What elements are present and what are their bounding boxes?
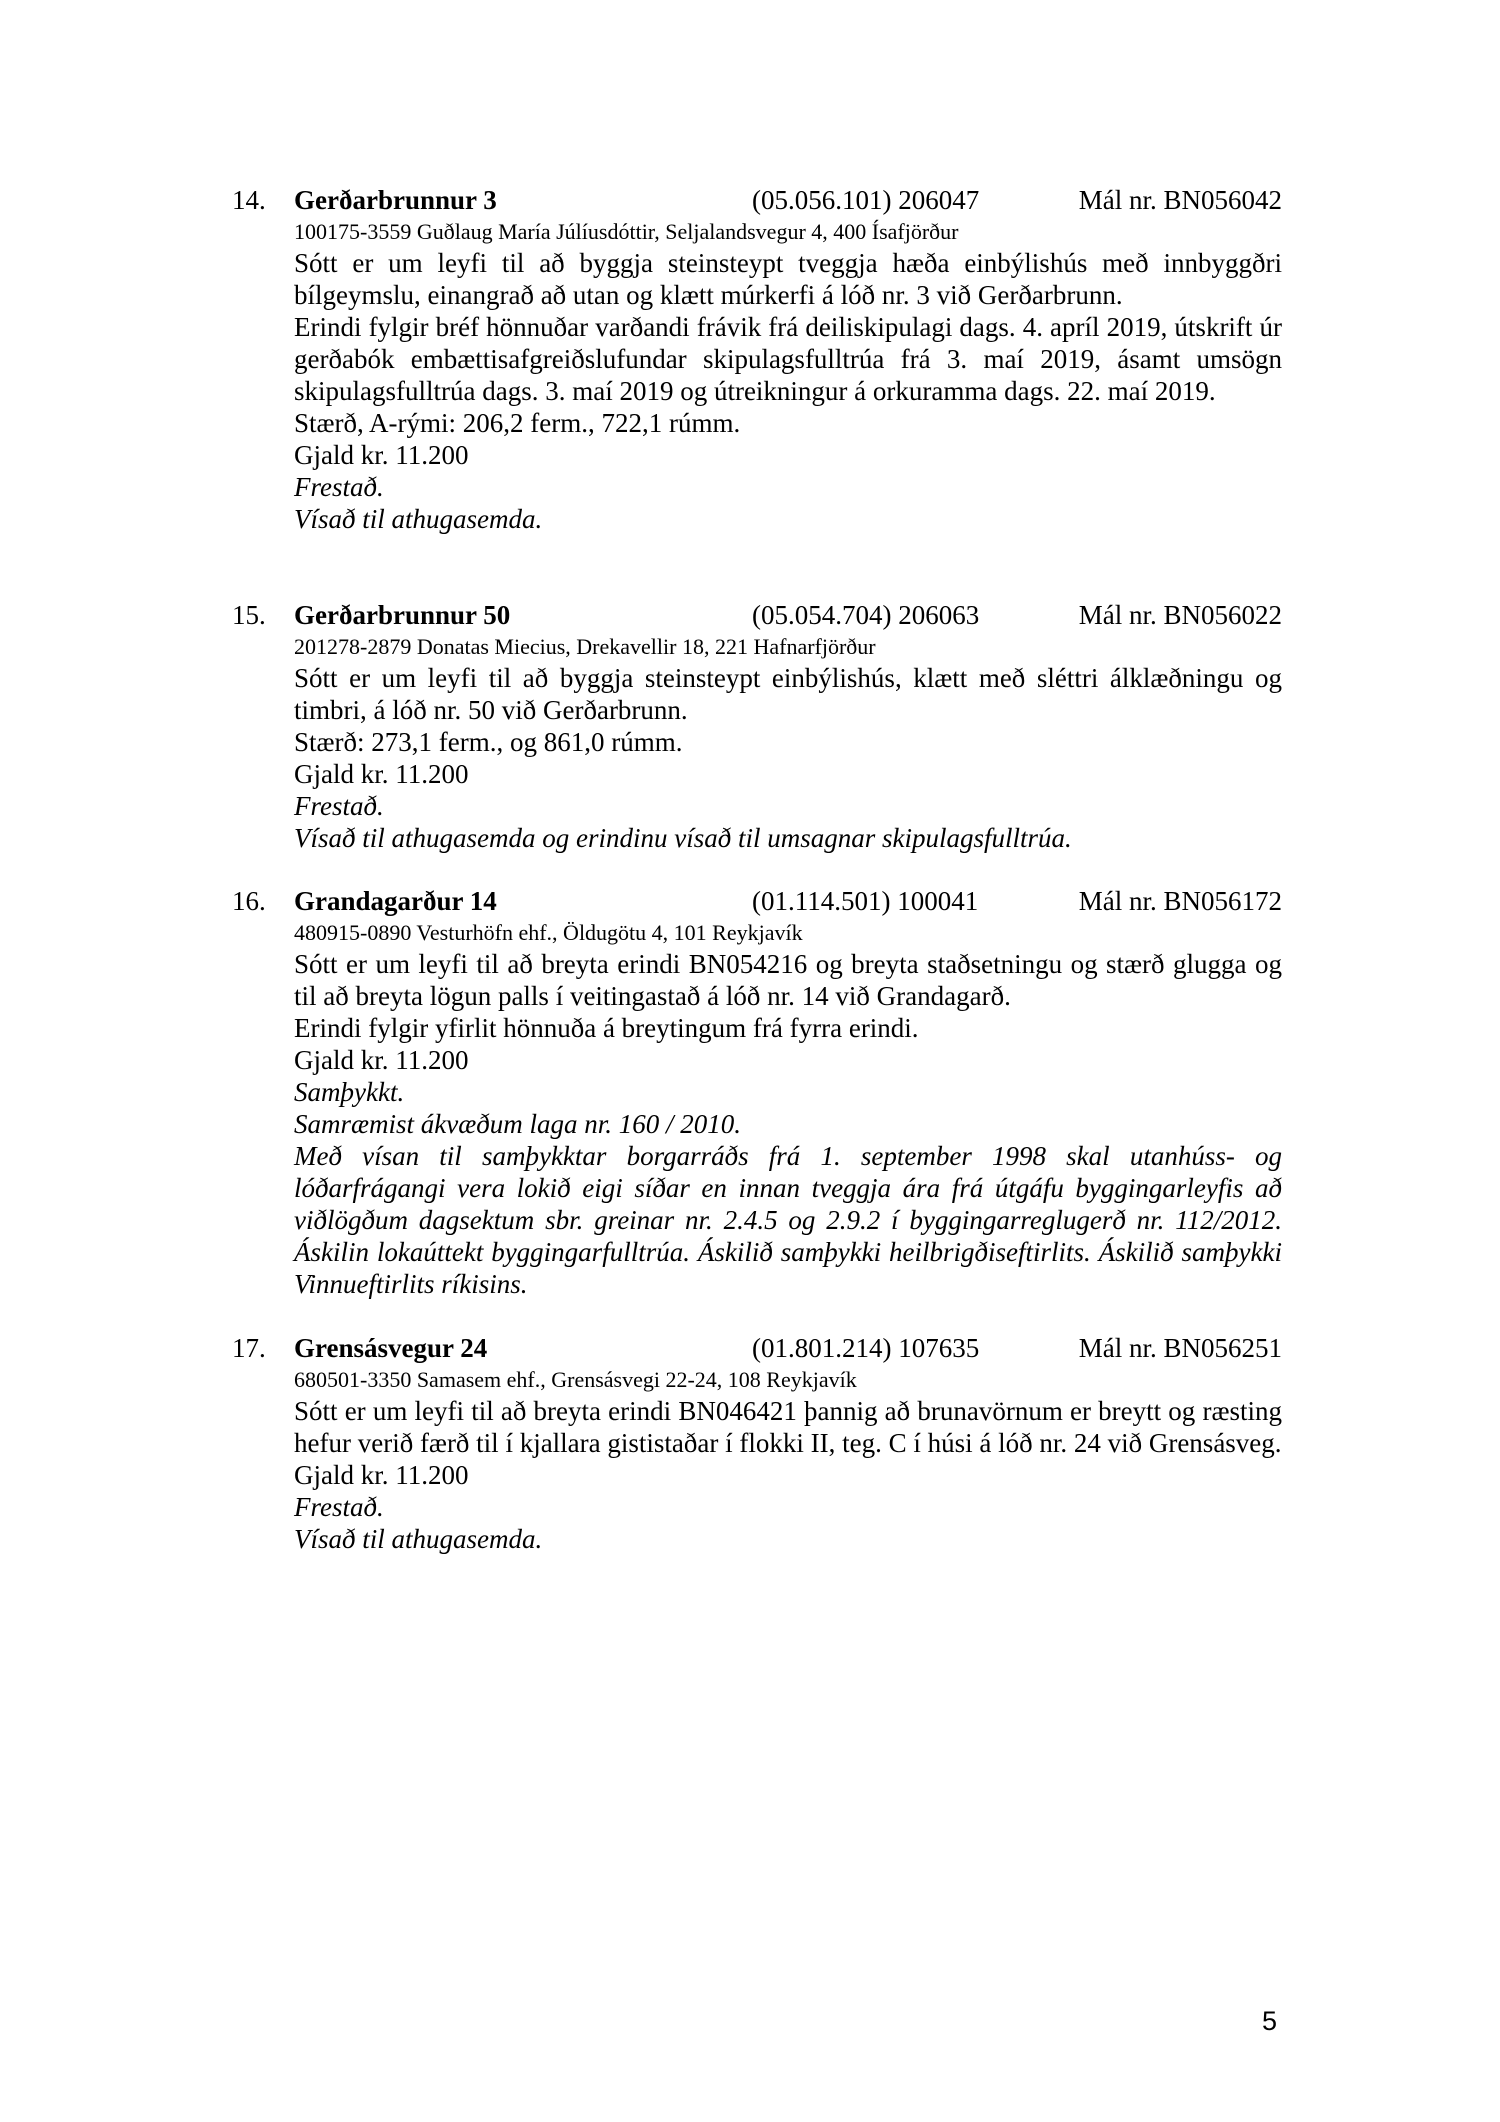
item-case-number: Mál nr. BN056172 (1078, 886, 1282, 916)
item-fee: Gjald kr. 11.200 (294, 440, 469, 470)
item-header (232, 884, 1282, 918)
agenda-item-15 (232, 598, 1282, 854)
item-documents: Erindi fylgir yfirlit hönnuða á breytingum frá fyrra erindi. (294, 1013, 919, 1043)
page-number: 5 (1262, 2006, 1278, 2036)
item-case-number: Mál nr. BN056042 (1078, 185, 1282, 215)
item-applicant: 201278-2879 Donatas Miecius, Drekavellir 18, 221 Hafnarfjörður (294, 634, 876, 659)
item-number: 17. (232, 1333, 266, 1363)
item-applicant: 100175-3559 Guðlaug María Júlíusdóttir, Seljalandsvegur 4, 400 Ísafjörður (294, 219, 959, 244)
item-description: Sótt er um leyfi til að byggja steinsteypt tveggja hæða einbýlishús með innbyggðri bílgeymslu, einangrað að utan og klætt múrkerfi á lóð nr. 3 við Gerðarbrunn. (294, 248, 1282, 310)
item-land-id: (01.114.501) 100041 (752, 886, 979, 916)
item-header (232, 1331, 1282, 1365)
item-size: Stærð: 273,1 ferm., og 861,0 rúmm. (294, 727, 683, 757)
item-fee: Gjald kr. 11.200 (294, 759, 469, 789)
agenda-item-17 (232, 1331, 1282, 1555)
item-land-id: (05.056.101) 206047 (752, 185, 980, 215)
item-number: 15. (232, 600, 266, 630)
item-referral: Vísað til athugasemda og erindinu vísað til umsagnar skipulagsfulltrúa. (294, 823, 1072, 853)
item-decision: Frestað. (294, 1492, 384, 1522)
agenda-item-16 (232, 884, 1282, 1300)
item-referral: Vísað til athugasemda. (294, 504, 543, 534)
item-fee: Gjald kr. 11.200 (294, 1045, 469, 1075)
item-documents: Erindi fylgir bréf hönnuðar varðandi frávik frá deiliskipulagi dags. 4. apríl 2019, útskrift úr gerðabók embættisafgreiðslufundar skipulagsfulltrúa frá 3. maí 2019, ásamt umsögn skipulagsfulltrúa dags. 3. maí 2019 og útreikningur á orkuramma dags. 22. maí 2019. (294, 312, 1282, 406)
agenda-item-14 (232, 183, 1282, 535)
item-land-id: (05.054.704) 206063 (752, 600, 980, 630)
item-address: Grandagarður 14 (294, 886, 497, 916)
item-body (294, 1395, 1282, 1555)
item-applicant: 680501-3350 Samasem ehf., Grensásvegi 22-24, 108 Reykjavík (294, 1367, 857, 1392)
item-size: Stærð, A-rými: 206,2 ferm., 722,1 rúmm. (294, 408, 741, 438)
item-law-compliance: Samræmist ákvæðum laga nr. 160 / 2010. (294, 1109, 742, 1139)
item-address: Gerðarbrunnur 3 (294, 185, 497, 215)
item-referral: Vísað til athugasemda. (294, 1524, 543, 1554)
item-address: Grensásvegur 24 (294, 1333, 488, 1363)
item-land-id: (01.801.214) 107635 (752, 1333, 980, 1363)
item-description: Sótt er um leyfi til að breyta erindi BN054216 og breyta staðsetningu og stærð glugga og til að breyta lögun palls í veitingastað á lóð nr. 14 við Grandagarð. (294, 949, 1282, 1011)
item-decision: Frestað. (294, 472, 384, 502)
item-description: Sótt er um leyfi til að breyta erindi BN046421 þannig að brunavörnum er breytt og ræsting hefur verið færð til í kjallara gististaðar í flokki II, teg. C í húsi á lóð nr. 24 við Grensásveg. (294, 1396, 1282, 1458)
item-number: 14. (232, 185, 266, 215)
item-header (232, 598, 1282, 632)
item-case-number: Mál nr. BN056022 (1078, 600, 1282, 630)
item-number: 16. (232, 886, 266, 916)
item-address: Gerðarbrunnur 50 (294, 600, 511, 630)
item-fee: Gjald kr. 11.200 (294, 1460, 469, 1490)
item-body (294, 662, 1282, 854)
item-conditions: Með vísan til samþykktar borgarráðs frá 1. september 1998 skal utanhúss- og lóðarfrágangi vera lokið eigi síðar en innan tveggja ára frá útgáfu byggingarleyfis að viðlögðum dagsektum sbr. greinar nr. 2.4.5 og 2.9.2 í byggingarreglugerð nr. 112/2012. Áskilin lokaúttekt byggingarfulltrúa. Áskilið samþykki heilbrigðiseftirlits. Áskilið samþykki Vinnueftirlits ríkisins. (294, 1141, 1282, 1299)
item-body (294, 948, 1282, 1300)
item-decision: Samþykkt. (294, 1077, 405, 1107)
item-header (232, 183, 1282, 217)
item-applicant: 480915-0890 Vesturhöfn ehf., Öldugötu 4, 101 Reykjavík (294, 920, 803, 945)
item-body (294, 247, 1282, 535)
item-decision: Frestað. (294, 791, 384, 821)
item-description: Sótt er um leyfi til að byggja steinsteypt einbýlishús, klætt með sléttri álklæðningu og timbri, á lóð nr. 50 við Gerðarbrunn. (294, 663, 1282, 725)
item-case-number: Mál nr. BN056251 (1078, 1333, 1282, 1363)
